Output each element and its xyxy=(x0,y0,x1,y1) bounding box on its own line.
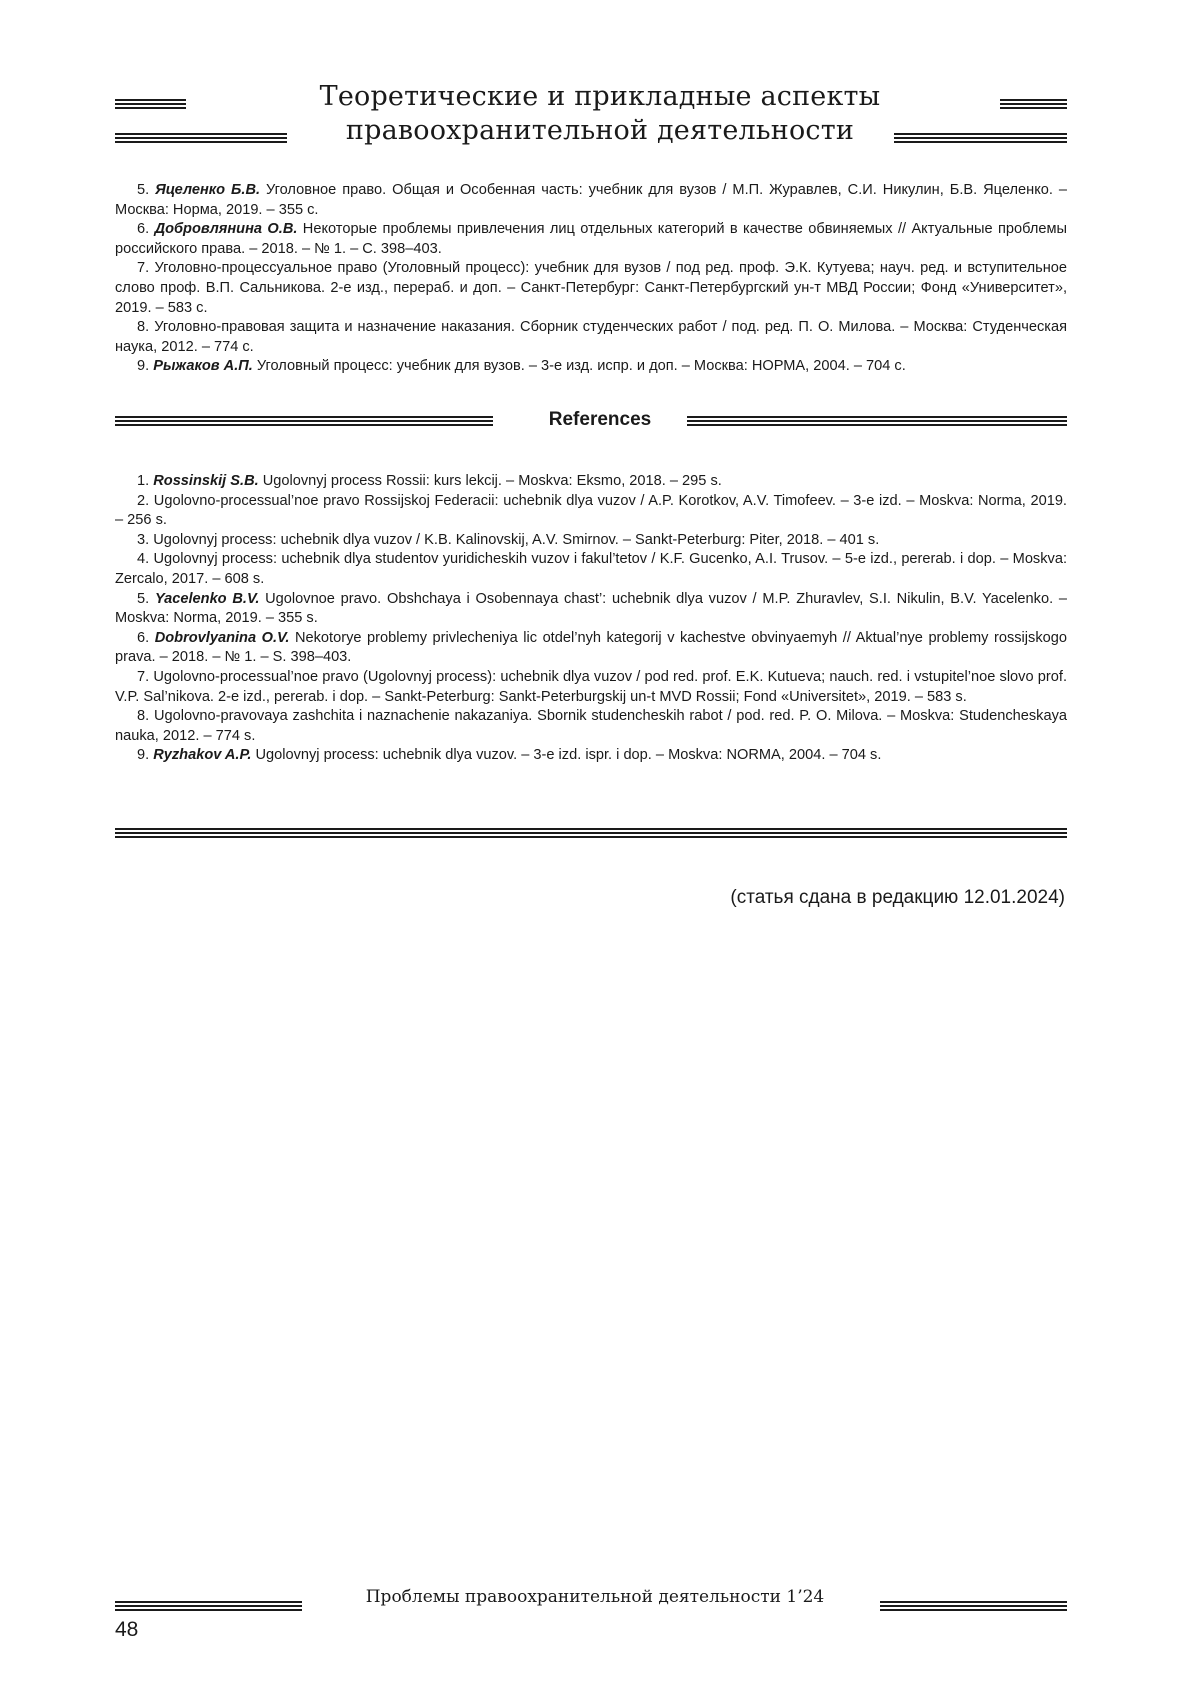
reference-item: 5. Яцеленко Б.В. Уголовное право. Общая и Особенная часть: учебник для вузов / М.П. Журавлев, С.И. Никулин, Б.В. Яцеленко. – Москва: Норма, 2019. – 355 с. xyxy=(115,182,1068,218)
footer-rule-left xyxy=(115,1601,302,1611)
header-title-line-1: Теоретические и прикладные аспекты xyxy=(319,81,881,112)
reference-author: Ryzhakov A.P. xyxy=(153,747,252,764)
reference-item: 5. Yacelenko B.V. Ugolovnoe pravo. Obshchaya i Osobennaya chast’: uchebnik dlya vuzov / M.P. Zhuravlev, S.I. Nikulin, B.V. Yacelenko. – Moskva: Norma, 2019. – 355 s. xyxy=(115,590,1067,627)
header-rule-left-top xyxy=(115,99,186,109)
reference-item: 7. Ugolovno-processual’noe pravo (Ugolovnyj process): uchebnik dlya vuzov / pod red. prof. E.K. Kutueva; nauch. red. i vstupitel’noe slovo prof. V.P. Sal’nikova. 2-e izd., pererab. i dop. – Sankt-Peterburg: Sankt-Peterburgskij un-t MVD Rossii; Fond «Universitet», 2019. – 583 s. xyxy=(115,668,1067,705)
reference-author: Рыжаков А.П. xyxy=(153,358,253,375)
references-rule-right xyxy=(687,416,1067,426)
footer-rule-right xyxy=(880,1601,1067,1611)
reference-item: 1. Rossinskij S.B. Ugolovnyj process Rossii: kurs lekcij. – Moskva: Eksmo, 2018. – 295 s. xyxy=(137,473,722,489)
reference-author: Yacelenko B.V. xyxy=(154,590,260,607)
references-end-rule xyxy=(115,828,1067,838)
header-rule-right-top xyxy=(1000,99,1067,109)
reference-item: 8. Ugolovno-pravovaya zashchita i naznachenie nakazaniya. Sbornik studencheskih rabot / pod. red. P. O. Milova. – Moskva: Studencheskaya nauka, 2012. – 774 s. xyxy=(115,708,1067,744)
footer-journal-title: Проблемы правоохранительной деятельности 1’24 xyxy=(365,1587,825,1607)
header-title xyxy=(290,80,910,148)
header-title-line-2: правоохранительной деятельности xyxy=(345,115,855,146)
reference-author: Яцеленко Б.В. xyxy=(155,182,261,198)
reference-item: 8. Уголовно-правовая защита и назначение наказания. Сборник студенческих работ / под. ред. П. О. Милова. – Москва: Студенческая наука, 2012. – 774 с. xyxy=(115,319,1067,355)
reference-author: Добровлянина О.В. xyxy=(154,221,298,238)
reference-item: 4. Ugolovnyj process: uchebnik dlya studentov yuridicheskih vuzov i fakul’tetov / K.F. Gucenko, A.I. Trusov. – 5-e izd., pererab. i dop. – Moskva: Zercalo, 2017. – 608 s. xyxy=(115,551,1067,587)
english-reference-list xyxy=(115,472,1067,766)
reference-author: Dobrovlyanina O.V. xyxy=(154,629,290,646)
reference-item: 9. Рыжаков А.П. Уголовный процесс: учебник для вузов. – 3-е изд. испр. и доп. – Москва: НОРМА, 2004. – 704 с. xyxy=(137,358,906,375)
reference-author: Rossinskij S.B. xyxy=(153,473,259,489)
reference-item: 6. Добровлянина О.В. Некоторые проблемы привлечения лиц отдельных категорий в качестве обвиняемых // Актуальные проблемы российского права. – 2018. – № 1. – С. 398–403. xyxy=(115,221,1067,257)
header-rule-left-bottom xyxy=(115,133,287,143)
references-rule-left xyxy=(115,416,493,426)
page-number: 48 xyxy=(115,1618,139,1641)
reference-item: 2. Ugolovno-processual’noe pravo Rossijskoj Federacii: uchebnik dlya vuzov / A.P. Korotkov, A.V. Timofeev. – 3-e izd. – Moskva: Norma, 2019. – 256 s. xyxy=(115,492,1067,529)
reference-item: 3. Ugolovnyj process: uchebnik dlya vuzov / K.B. Kalinovskij, A.V. Smirnov. – Sankt-Peterburg: Piter, 2018. – 401 s. xyxy=(137,531,880,548)
reference-item: 9. Ryzhakov A.P. Ugolovnyj process: uchebnik dlya vuzov. – 3-e izd. ispr. i dop. – Moskva: NORMA, 2004. – 704 s. xyxy=(137,747,882,764)
russian-reference-list xyxy=(115,181,1067,377)
references-heading: References xyxy=(548,409,652,430)
reference-item: 6. Dobrovlyanina O.V. Nekotorye problemy privlecheniya lic otdel’nyh kategorij v kachestve obvinyaemyh // Aktual’nye problemy rossijskogo prava. – 2018. – № 1. – S. 398–403. xyxy=(115,629,1067,666)
header-rule-right-bottom xyxy=(894,133,1067,143)
submission-date-note: (статья сдана в редакцию 12.01.2024) xyxy=(730,887,1065,908)
reference-item: 7. Уголовно-процессуальное право (Уголовный процесс): учебник для вузов / под ред. проф. Э.К. Кутуева; науч. ред. и вступительное слово проф. В.П. Сальникова. 2-е изд., перераб. и доп. – Санкт-Петербург: Санкт-Петербургский ун-т МВД России; Фонд «Университет», 2019. – 583 с. xyxy=(115,260,1067,316)
